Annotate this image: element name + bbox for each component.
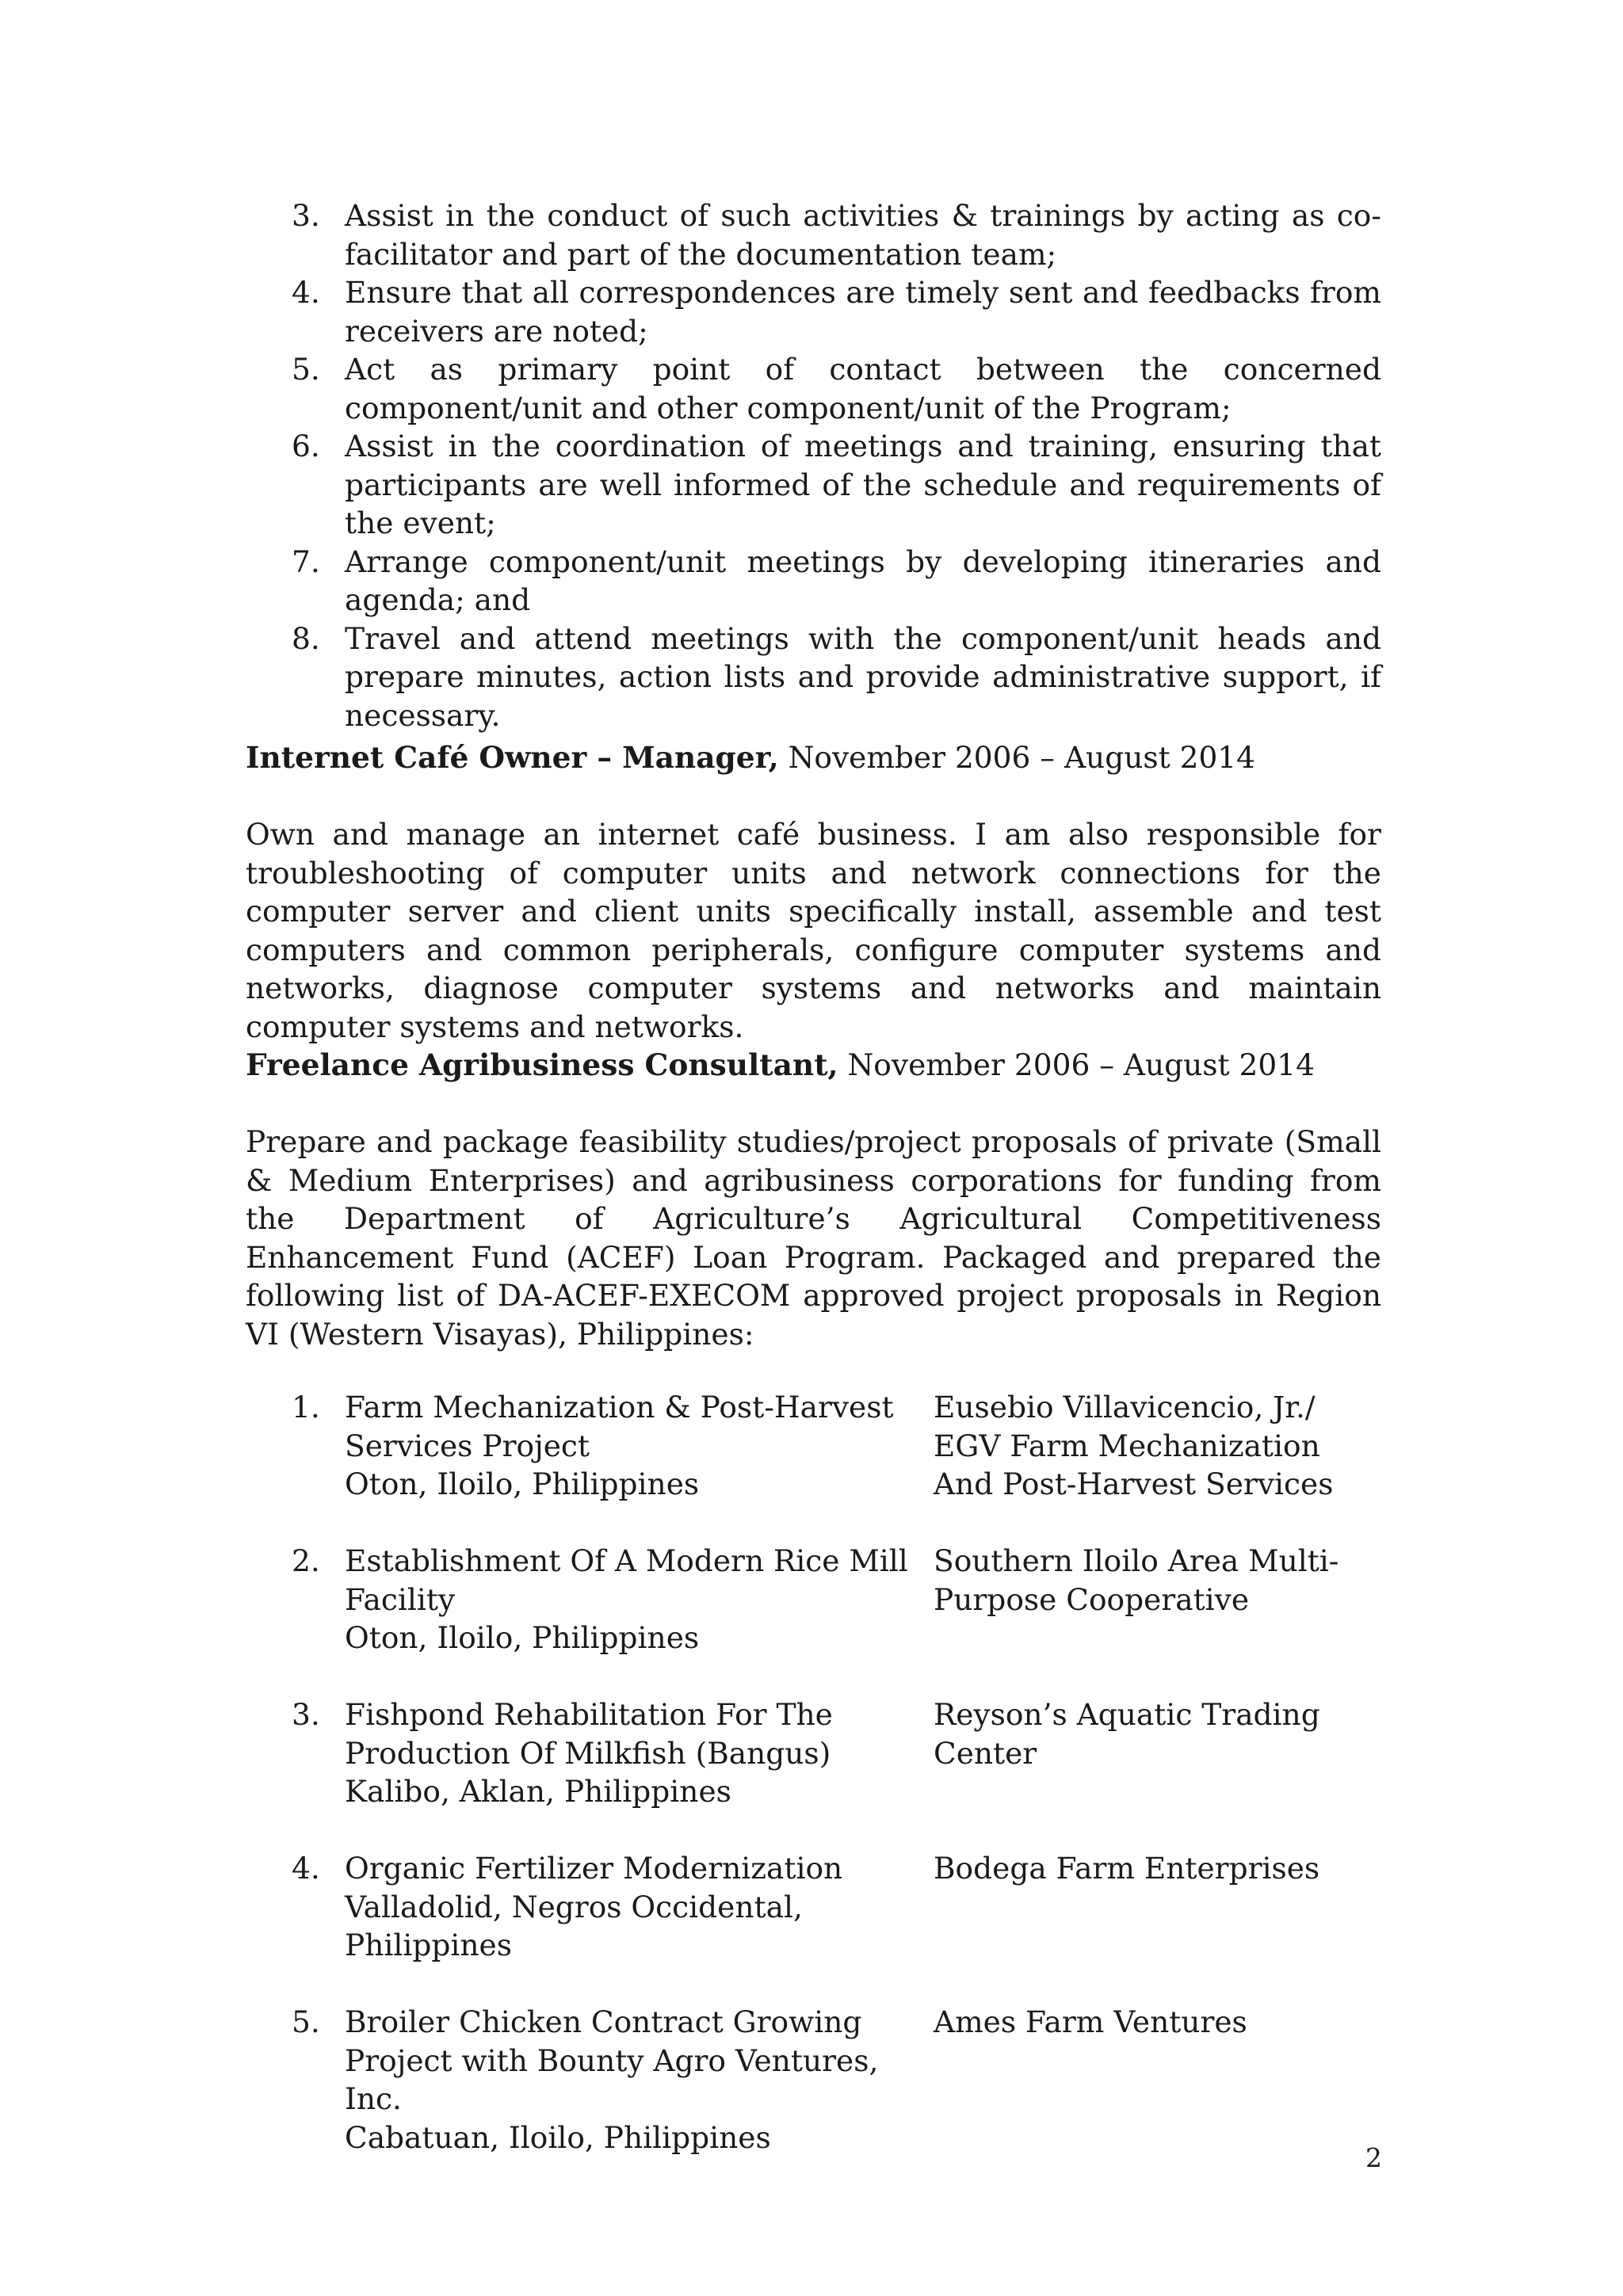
proponent-line: Eusebio Villavicencio, Jr./	[934, 1390, 1316, 1425]
list-item	[292, 620, 1381, 735]
job-description-internet-cafe: Own and manage an internet café business. I am also responsible for troubleshooting of computer units and network connections for the computer server and client units specifically install, assemble and test computers and common peripherals, configure computer systems and networks, diagnose computer systems and networks and maintain computer systems and networks.	[246, 817, 1381, 1044]
project-location: Kalibo, Aklan, Philippines	[345, 1774, 731, 1809]
list-number: 8.	[292, 620, 320, 656]
project-name-line: Fishpond Rehabilitation For The	[345, 1697, 833, 1732]
project-name-line: Establishment Of A Modern Rice Mill	[345, 1543, 908, 1578]
list-text: Ensure that all correspondences are timely sent and feedbacks from receivers are noted;	[345, 275, 1381, 349]
project-details	[345, 2003, 931, 2157]
project-proponent	[934, 1542, 1377, 1619]
proponent-line: Center	[934, 1735, 1037, 1771]
job-title: Freelance Agribusiness Consultant,	[246, 1047, 838, 1082]
proponent-line: And Post-Harvest Services	[934, 1466, 1334, 1501]
job-heading-internet-cafe	[246, 738, 1387, 777]
proponent-line: Reyson’s Aquatic Trading	[934, 1697, 1320, 1732]
project-location: Cabatuan, Iloilo, Philippines	[345, 2119, 771, 2155]
project-proponent	[934, 1695, 1377, 1772]
project-proponent	[934, 2003, 1377, 2042]
project-item	[292, 1695, 1401, 1811]
project-location: Valladolid, Negros Occidental, Philippines	[345, 1889, 803, 1962]
project-number: 5.	[292, 2004, 320, 2039]
list-number: 7.	[292, 543, 320, 579]
list-number: 6.	[292, 429, 320, 463]
job-heading-agribusiness	[246, 1046, 1387, 1085]
project-name-line: Broiler Chicken Contract Growing	[345, 2004, 862, 2039]
project-item	[292, 1849, 1401, 1965]
project-item	[292, 2003, 1401, 2157]
project-details	[345, 1542, 931, 1657]
proponent-line: EGV Farm Mechanization	[934, 1428, 1320, 1463]
job-dates: November 2006 – August 2014	[838, 1047, 1315, 1082]
list-number: 5.	[292, 352, 320, 387]
project-name-line: Project with Bounty Agro Ventures, Inc.	[345, 2042, 879, 2116]
job-description-agribusiness: Prepare and package feasibility studies/project proposals of private (Small & Medium Enterprises) and agribusiness corporations for funding from the Department of Agriculture’s Agricultural Competitiveness Enhancement Fund (ACEF) Loan Program. Packaged and prepared the following list of DA-ACEF-EXECOM approved project proposals in Region VI (Western Visayas), Philippines:	[246, 1124, 1381, 1352]
list-text: Assist in the conduct of such activities & trainings by acting as co-facilitator and part of the documentation team;	[345, 198, 1381, 272]
job-dates: November 2006 – August 2014	[778, 740, 1256, 775]
project-proponent	[934, 1388, 1377, 1504]
list-item	[292, 543, 1381, 620]
project-location: Oton, Iloilo, Philippines	[345, 1466, 700, 1501]
page-number: 2	[1365, 2142, 1382, 2173]
project-details	[345, 1849, 931, 1965]
duties-list	[292, 196, 1381, 734]
project-details	[345, 1695, 931, 1811]
proponent-line: Ames Farm Ventures	[934, 2004, 1247, 2039]
project-item	[292, 1542, 1401, 1657]
list-item	[292, 350, 1381, 427]
list-text: Assist in the coordination of meetings and training, ensuring that participants are well informed of the schedule and requirements of the event;	[345, 429, 1381, 540]
project-number: 3.	[292, 1697, 320, 1732]
project-details	[345, 1388, 931, 1504]
project-name-line: Facility	[345, 1581, 456, 1617]
job-title: Internet Café Owner – Manager,	[246, 740, 779, 775]
project-number: 2.	[292, 1543, 320, 1578]
proponent-line: Bodega Farm Enterprises	[934, 1851, 1320, 1886]
list-text: Arrange component/unit meetings by developing itineraries and agenda; and	[345, 543, 1381, 617]
proponent-line: Purpose Cooperative	[934, 1581, 1250, 1617]
project-name-line: Production Of Milkfish (Bangus)	[345, 1735, 831, 1771]
proponent-line: Southern Iloilo Area Multi-	[934, 1543, 1339, 1578]
project-proponent	[934, 1849, 1377, 1888]
project-name-line: Organic Fertilizer Modernization	[345, 1851, 843, 1886]
project-number: 1.	[292, 1390, 320, 1425]
projects-list	[292, 1388, 1401, 2195]
list-text: Travel and attend meetings with the component/unit heads and prepare minutes, action lists and provide administrative support, if necessary.	[345, 620, 1381, 733]
list-text: Act as primary point of contact between the concerned component/unit and other component/unit of the Program;	[345, 352, 1381, 425]
project-name-line: Services Project	[345, 1428, 590, 1463]
list-item	[292, 273, 1381, 350]
project-item	[292, 1388, 1401, 1504]
project-location: Oton, Iloilo, Philippines	[345, 1620, 700, 1655]
project-name-line: Farm Mechanization & Post-Harvest	[345, 1390, 894, 1425]
project-number: 4.	[292, 1851, 320, 1886]
list-item	[292, 427, 1381, 543]
list-item	[292, 196, 1381, 273]
list-number: 3.	[292, 198, 320, 233]
list-number: 4.	[292, 275, 320, 310]
